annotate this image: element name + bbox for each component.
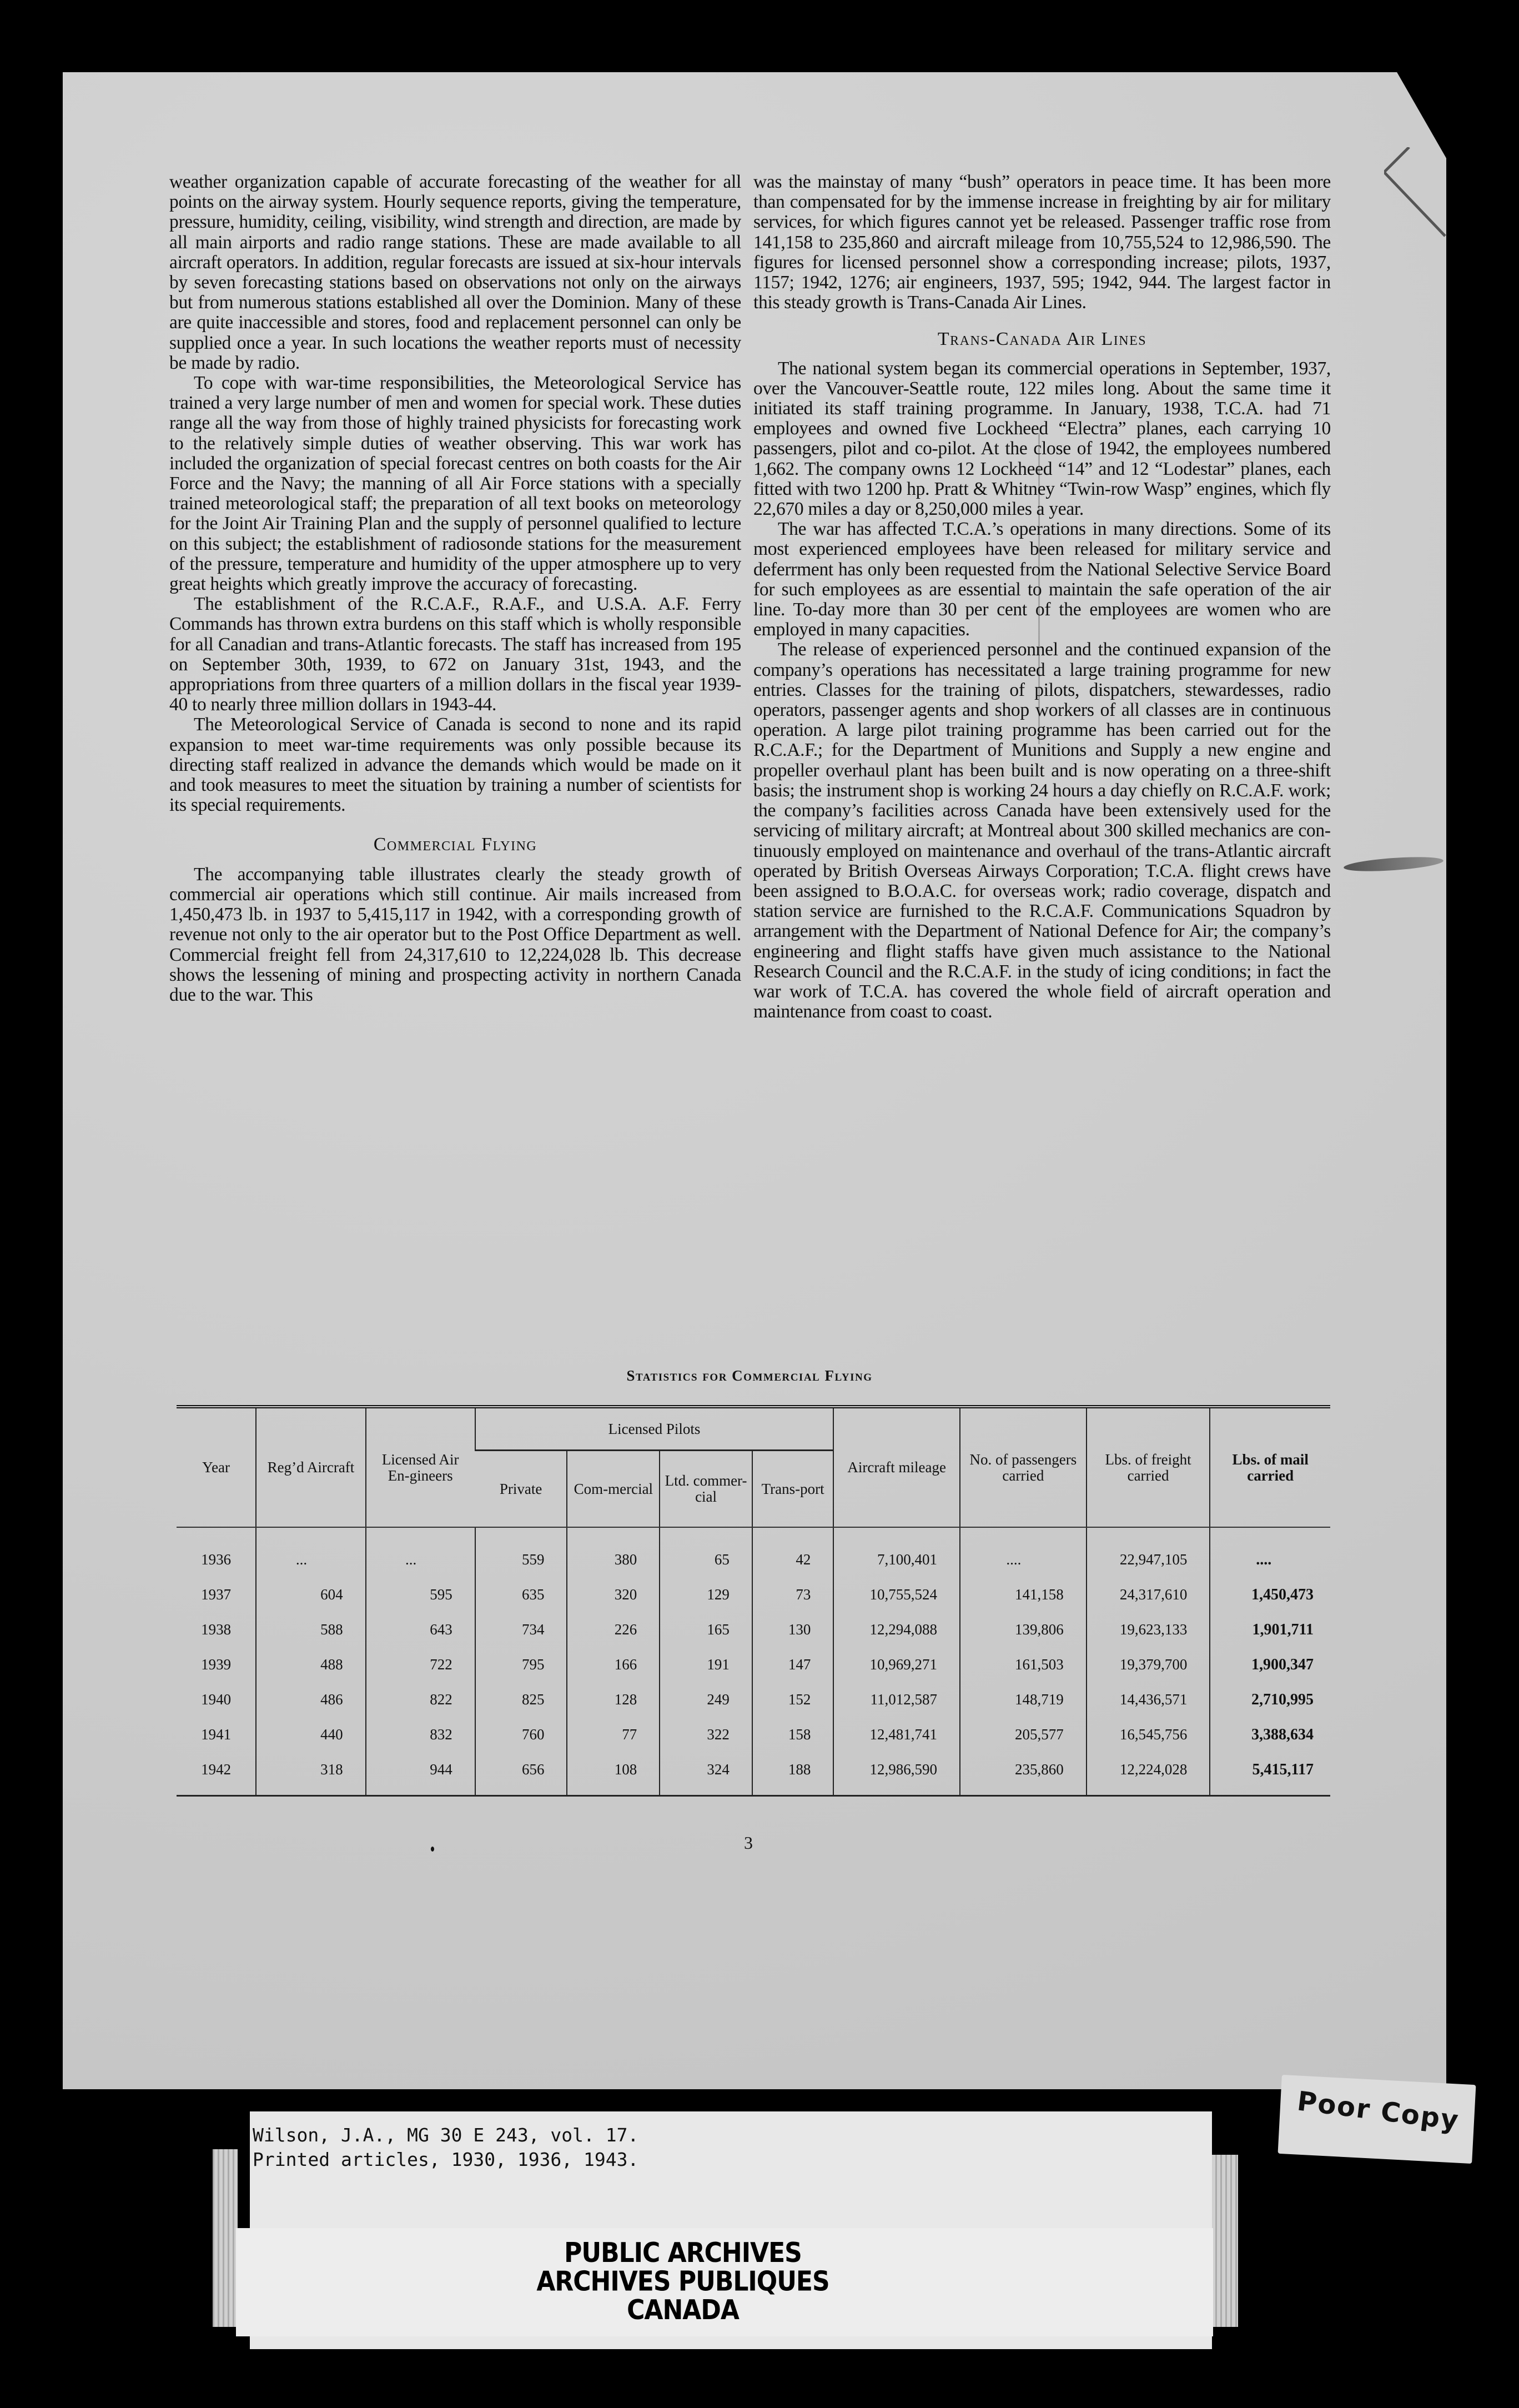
cell-regd-aircraft: 486 bbox=[256, 1682, 365, 1717]
cell-year: 1937 bbox=[201, 1586, 232, 1603]
cell-private: 734 bbox=[475, 1612, 567, 1647]
paragraph: The establishment of the R.C.A.F., R.A.F., and U.S.A. A.F. Ferry Commands has thrown extra burdens on this staff which is wholly responsible for all Canadian and trans-Atlantic forecasts. The staff has increased from 195 on September 30th, 1939, to 672 on January 31st, 1943, and the appropriations from three quarters of a million dollars in the fiscal year 1939-40 to nearly three million dollars in 1943-44. bbox=[169, 594, 741, 715]
cell-mail: 2,710,995 bbox=[1210, 1682, 1330, 1717]
cell-commercial: 128 bbox=[567, 1682, 660, 1717]
stamp-line: ARCHIVES PUBLIQUES bbox=[536, 2265, 829, 2297]
cell-private: 559 bbox=[475, 1527, 567, 1577]
poor-copy-tag bbox=[1278, 2075, 1476, 2164]
header-aircraft-mileage: Aircraft mileage bbox=[833, 1407, 960, 1527]
cell-aircraft-mileage: 12,986,590 bbox=[833, 1752, 960, 1796]
cell-private: 635 bbox=[475, 1577, 567, 1612]
table-title: Statistics for Commercial Flying bbox=[626, 1367, 873, 1384]
table-row bbox=[177, 1717, 1330, 1752]
cell-year: 1940 bbox=[201, 1691, 232, 1708]
cell-regd-aircraft: 604 bbox=[256, 1577, 365, 1612]
reference-line: Wilson, J.A., MG 30 E 243, vol. 17. bbox=[253, 2124, 639, 2146]
folded-corner-icon bbox=[1384, 147, 1451, 242]
header-transport: Trans-port bbox=[752, 1451, 833, 1528]
cell-ltd-commercial: 322 bbox=[660, 1717, 752, 1752]
cell-commercial: 166 bbox=[567, 1647, 660, 1682]
cell-passengers: 205,577 bbox=[960, 1717, 1087, 1752]
section-heading-commercial-flying: Commercial Flying bbox=[373, 834, 537, 855]
cell-ltd-commercial: 249 bbox=[660, 1682, 752, 1717]
statistics-table bbox=[177, 1405, 1330, 1797]
header-air-engineers: Licensed Air En-gineers bbox=[366, 1407, 475, 1527]
paragraph: The accompanying table illustrates clearly the steady growth of commercial air operations which still continue. Air mails increased from 1,450,473 lb. in 1937 to 5,415,117 in 1942, with a corresponding growth of revenue not only to the air operator but to the Post Office Department as well. Commercial freight fell from 24,317,610 to 12,224,028 lb. This decrease shows the lessening of mining and prospecting activity in northern Canada due to the war. This bbox=[169, 864, 741, 1005]
stamp-line: PUBLIC ARCHIVES bbox=[564, 2237, 802, 2269]
cell-aircraft-mileage: 12,481,741 bbox=[833, 1717, 960, 1752]
cell-transport: 158 bbox=[752, 1717, 833, 1752]
cell-aircraft-mileage: 7,100,401 bbox=[833, 1527, 960, 1577]
paragraph: The war has affected T.C.A.’s operations in many directions. Some of its most experienced employees have been released for military service and deferrment has only been requested from the National Selective Service Board for such employees as are essential to maintain the safe operation of the air line. To-day more than 30 per cent of the employees are women who are employed in many capacities. bbox=[753, 519, 1331, 640]
cell-aircraft-mileage: 12,294,088 bbox=[833, 1612, 960, 1647]
cell-regd-aircraft: 588 bbox=[256, 1612, 365, 1647]
table-row bbox=[177, 1577, 1330, 1612]
page-number: 3 bbox=[744, 1833, 753, 1853]
cell-freight: 16,545,756 bbox=[1087, 1717, 1210, 1752]
cell-aircraft-mileage: 10,969,271 bbox=[833, 1647, 960, 1682]
card-edge-left bbox=[213, 2149, 238, 2327]
cell-transport: 152 bbox=[752, 1682, 833, 1717]
cell-ltd-commercial: 129 bbox=[660, 1577, 752, 1612]
cell-passengers: 235,860 bbox=[960, 1752, 1087, 1796]
left-column bbox=[169, 172, 741, 1005]
cell-passengers: 161,503 bbox=[960, 1647, 1087, 1682]
section-heading-trans-canada-air-lines: Trans-Canada Air Lines bbox=[937, 329, 1147, 350]
header-passengers: No. of passengers carried bbox=[960, 1407, 1087, 1527]
header-private: Private bbox=[475, 1451, 567, 1528]
cell-mail: 1,900,347 bbox=[1210, 1647, 1330, 1682]
cell-aircraft-mileage: 10,755,524 bbox=[833, 1577, 960, 1612]
cell-passengers: 148,719 bbox=[960, 1682, 1087, 1717]
cell-mail: .... bbox=[1210, 1527, 1330, 1577]
cell-air-engineers: 832 bbox=[366, 1717, 475, 1752]
reference-line: Printed articles, 1930, 1936, 1943. bbox=[253, 2149, 639, 2170]
table-body bbox=[177, 1527, 1330, 1796]
cell-air-engineers: 944 bbox=[366, 1752, 475, 1796]
cell-ltd-commercial: 65 bbox=[660, 1527, 752, 1577]
cell-freight: 12,224,028 bbox=[1087, 1752, 1210, 1796]
header-freight: Lbs. of freight carried bbox=[1087, 1407, 1210, 1527]
cell-regd-aircraft: 318 bbox=[256, 1752, 365, 1796]
header-mail: Lbs. of mail carried bbox=[1210, 1407, 1330, 1527]
header-regd-aircraft: Reg’d Aircraft bbox=[256, 1407, 365, 1527]
paragraph: The national system began its commercial operations in September, 1937, over the Vancouver-Seattle route, 122 miles long. About the same time it initiated its staff training programme. In January, 1938, T.C.A. had 71 employees and owned five Lockheed “Electra” planes, each carrying 10 passengers, pilot and co-pilot. At the close of 1942, the employees numbered 1,662. The company owns 12 Lockheed “14” and 12 “Lodestar” planes, each fitted with two 1200 hp. Pratt & Whitney “Twin-row Wasp” engines, which fly 22,670 miles a day or 8,250,000 miles a year. bbox=[753, 358, 1331, 520]
cell-freight: 22,947,105 bbox=[1087, 1527, 1210, 1577]
table-row bbox=[177, 1682, 1330, 1717]
cell-ltd-commercial: 324 bbox=[660, 1752, 752, 1796]
paragraph: The Meteorological Service of Canada is second to none and its rapid expansion to meet war-time requirements was only possible because its directing staff realized in advance the demands which would be made on it and took measures to meet the situation by training a number of scientists for its special requirements. bbox=[169, 714, 741, 816]
paragraph: weather organization capable of accurate forecasting of the weather for all points on the airway system. Hourly sequence reports, giving the temperature, pressure, humidity, ceiling, visibility, wind strength and direction, are made by all main airports and radio range stations. These are made available to all aircraft operators. In addition, regular forecasts are issued at six-hour intervals by seven forecasting stations based on observations not only on the airways but from numerous stations established all over the Dominion. Many of these are quite inaccessible and stores, food and replacement personnel can only be supplied once a year. In such locations the weather reports must of necessity be made by radio. bbox=[169, 172, 741, 373]
cell-air-engineers: 595 bbox=[366, 1577, 475, 1612]
cell-year: 1941 bbox=[201, 1726, 232, 1743]
header-commercial: Com-mercial bbox=[567, 1451, 660, 1528]
cell-commercial: 320 bbox=[567, 1577, 660, 1612]
cell-regd-aircraft: ... bbox=[256, 1527, 365, 1577]
cell-regd-aircraft: 440 bbox=[256, 1717, 365, 1752]
cell-private: 656 bbox=[475, 1752, 567, 1796]
header-year: Year bbox=[177, 1407, 256, 1527]
table-row bbox=[177, 1612, 1330, 1647]
cell-commercial: 380 bbox=[567, 1527, 660, 1577]
cell-transport: 188 bbox=[752, 1752, 833, 1796]
table-row bbox=[177, 1647, 1330, 1682]
cell-mail: 3,388,634 bbox=[1210, 1717, 1330, 1752]
cell-mail: 1,450,473 bbox=[1210, 1577, 1330, 1612]
table-row bbox=[177, 1527, 1330, 1577]
cell-commercial: 77 bbox=[567, 1717, 660, 1752]
cell-transport: 73 bbox=[752, 1577, 833, 1612]
cell-year: 1939 bbox=[201, 1656, 232, 1673]
cell-freight: 14,436,571 bbox=[1087, 1682, 1210, 1717]
cell-commercial: 108 bbox=[567, 1752, 660, 1796]
right-column bbox=[753, 172, 1331, 1022]
cell-passengers: 141,158 bbox=[960, 1577, 1087, 1612]
archive-reference bbox=[253, 2123, 638, 2172]
cell-ltd-commercial: 165 bbox=[660, 1612, 752, 1647]
paragraph: To cope with war-time responsibilities, the Meteorological Service has trained a very large number of men and women for special work. These duties range all the way from those of highly trained physicists for forecasting work to the relatively simple duties of weather observing. This war work has included the organization of special forecast centres on both coasts for the Air Force and the Navy; the manning of all Air Force stations with a specially trained meteorological staff; the preparation of all text books on meteorology for the Joint Air Training Plan and the supply of personnel qualified to lecture on this subject; the establishment of radiosonde stations for the measurement of the pressure, temperature and humidity of the upper atmosphere up to very great heights which greatly improve the accuracy of forecasting. bbox=[169, 373, 741, 595]
cell-freight: 19,379,700 bbox=[1087, 1647, 1210, 1682]
cell-passengers: .... bbox=[960, 1527, 1087, 1577]
stamp-line: CANADA bbox=[627, 2294, 739, 2326]
cell-private: 825 bbox=[475, 1682, 567, 1717]
handwritten-note: Poor Copy bbox=[1295, 2085, 1461, 2136]
header-ltd-commercial: Ltd. commer-cial bbox=[660, 1451, 752, 1528]
cell-air-engineers: 643 bbox=[366, 1612, 475, 1647]
cell-freight: 19,623,133 bbox=[1087, 1612, 1210, 1647]
cell-air-engineers: ... bbox=[366, 1527, 475, 1577]
cell-regd-aircraft: 488 bbox=[256, 1647, 365, 1682]
cell-passengers: 139,806 bbox=[960, 1612, 1087, 1647]
cell-year: 1942 bbox=[177, 1752, 256, 1796]
cell-private: 795 bbox=[475, 1647, 567, 1682]
cell-freight: 24,317,610 bbox=[1087, 1577, 1210, 1612]
paragraph: The release of experienced personnel and the continued expansion of the company’s operations has necessitated a large training programme for new entries. Classes for the training of pilots, dispatchers, stewardesses, radio operators, passenger agents and shop workers of all classes are in continuous operation. A large pilot training programme has been carried out for the R.C.A.F.; for the Department of Munitions and Supply a new engine and propeller overhaul plant has been built and is now operating on a three-shift basis; the instrument shop is working 24 hours a day chiefly on R.C.A.F. work; the company’s facilities across Canada have been extensively used for the servicing of military aircraft; at Montreal about 300 skilled mechanics are continuously employed on maintenance and overhaul of the trans-Atlantic aircraft operated by British Overseas Airways Corporation; T.C.A. flight crews have been assigned to B.O.A.C. for overseas work; radio coverage, dispatch and station service are furnished to the R.C.A.F. Communications Squadron by arrangement with the Department of National Defence for Air; the company’s engineering and flight staffs have given much assistance to the National Research Council and the R.C.A.F. in the study of icing conditions; in fact the war work of T.C.A. has covered the whole field of aircraft operation and maintenance from coast to coast. bbox=[753, 639, 1331, 1022]
cell-mail: 5,415,117 bbox=[1210, 1752, 1330, 1796]
header-licensed-pilots: Licensed Pilots bbox=[475, 1407, 834, 1451]
paragraph: was the mainstay of many “bush” operators in peace time. It has been more than compensated for by the immense increase in freighting by air for military services, for which figures cannot yet be released. Passenger traffic rose from 141,158 to 235,860 and aircraft mileage from 10,755,524 to 12,986,590. The figures for licensed personnel show a corresponding increase; pilots, 1937, 1157; 1942, 1276; air engineers, 1937, 595; 1942, 944. The largest factor in this steady growth is Trans-Canada Air Lines. bbox=[753, 172, 1331, 313]
cell-transport: 130 bbox=[752, 1612, 833, 1647]
print-dot bbox=[431, 1847, 434, 1852]
archives-stamp bbox=[472, 2239, 894, 2325]
cell-commercial: 226 bbox=[567, 1612, 660, 1647]
cell-transport: 147 bbox=[752, 1647, 833, 1682]
cell-year: 1938 bbox=[201, 1621, 232, 1638]
table-row bbox=[177, 1752, 1330, 1796]
cell-aircraft-mileage: 11,012,587 bbox=[833, 1682, 960, 1717]
cell-transport: 42 bbox=[752, 1527, 833, 1577]
card-edge-right bbox=[1210, 2155, 1238, 2327]
cell-air-engineers: 722 bbox=[366, 1647, 475, 1682]
cell-private: 760 bbox=[475, 1717, 567, 1752]
cell-air-engineers: 822 bbox=[366, 1682, 475, 1717]
cell-year: 1936 bbox=[201, 1551, 232, 1568]
cell-ltd-commercial: 191 bbox=[660, 1647, 752, 1682]
cell-mail: 1,901,711 bbox=[1210, 1612, 1330, 1647]
